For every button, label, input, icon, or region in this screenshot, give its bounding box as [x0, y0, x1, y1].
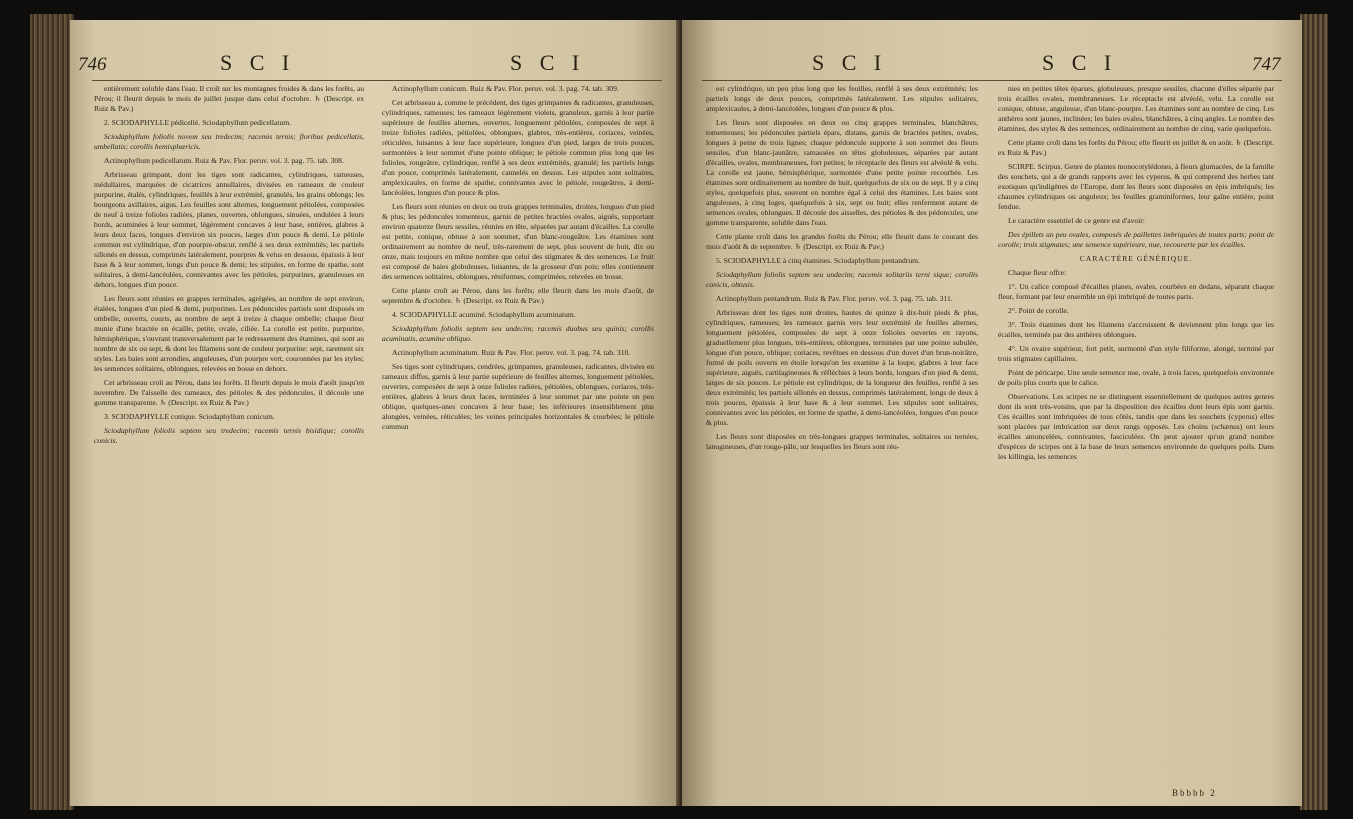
- signature-mark: Bbbbb 2: [1172, 788, 1217, 798]
- paragraph: Sciodaphyllum foliolis septem seu undecim; racemis solitariis terni sique; corollis conicis, obtusis.: [706, 270, 978, 289]
- paragraph: Les fleurs sont disposées en très-longues grappes terminales, solitaires ou ternées, lanugineuses, d'un rouge-pâle, sur lesquelles les fleurs sont réu-: [706, 432, 978, 451]
- running-header: S C I: [812, 50, 888, 75]
- paragraph: Sciodaphyllum foliolis novem seu tredecim; racemis ternis; floribus pedicellatis, umbellatis; corollis hemisphæricis.: [94, 132, 364, 151]
- paragraph: nies en petites têtes éparses, globuleuses, presque sessiles, chacune d'elles séparée par trois écailles ovales, membraneuses. Le réceptacle est alvéolé, velu. La corolle est conique, obtuse, anguleuse, d'un blanc-pourpre. Les étamines sont au nombre de cinq. Les anthères sont jaunes, inclinées; les baies ovales, blanchâtres, à cinq angles. Le nombre des étamines, des styles & des semences, ordinairement au nombre de cinq, varie quelquefois.: [998, 84, 1274, 133]
- paragraph: Arbrisseau grimpant, dont les tiges sont radicantes, cylindriques, rameuses, médullaires, marquées de cicatrices annullaires, divisées en rameaux de couleur purpurine, étalés, cylindriques, feuillés à leur extrémité, granulés, les grains oblongs; les bourgeons axillaires, aigus. Les feuilles sont alternes, longuement pétiolées, composées de neuf à treize folioles radiées, planes, ouvertes, oblongues, sinuées, ondulées à leurs bords, acuminées à leur sommet, légèrement concaves à leur base, entières, glabres à leurs deux faces, longues d'environ six pouces, larges d'un pouce & demi. Le pétiole commun est cylindrique, d'un pourpre-obscur, renflé à ses deux extrémités; les partiels sillonés en dessus, comprimés latéralement, pourpres & velus en dessous, épaissis à leur base & à leur sommet, longs d'un pouce & demi; les stipules, en forme de spathe, sont solitaires, à demi-lancéolées, connivantes avec les pétioles, purpurines, granuleuses en dehors, longues d'un pouce.: [94, 170, 364, 289]
- right-page: [682, 20, 1302, 806]
- paragraph: Arbrisseau dont les tiges sont droites, hautes de quinze à dix-huit pieds & plus, cylindriques, rameuses; les rameaux garnis vers leur extrémité de feuilles alternes, longuement pétiolées, composées de sept à onze folioles ouvertes en rayons, graduellement plus longues, très-entières, oblongues, terminées par une pointe subulée, longue d'un pouce, oblique; coriaces, revêtues en dessous d'un duvet d'un brun-noirâtre, formé de poils ouverts en étoile lorsqu'on les examine à la loupe, glabres à leur face supérieure, aiguës, cartilagineuses & réfléchies à leurs bords, longues d'un pied & demi, larges de six pouces. Le pétiole est cylindrique, de la longueur des feuilles, renflé à ses deux extrémités; les partiels sillonés en dessus, comprimés latéralement, longs de deux à trois pouces, épaissis à leur base & à leur sommet. Les stipules sont solitaires, connivantes avec les pétioles, en forme de spathe, à demi-lancéolées, longues d'un pouce & plus.: [706, 308, 978, 427]
- paragraph: CARACTÈRE GÉNÉRIQUE.: [1079, 254, 1193, 263]
- paragraph: Cette plante croît dans les grandes forêts du Pérou; elle fleurit dans le courant des mois d'août & de septembre. ♄ (Descript. ex Ruiz & Pav.): [706, 232, 978, 251]
- paragraph: Les fleurs sont réunies en grappes terminales, agrégées, au nombre de sept environ, étalées, longues d'un pied & demi, purpurines. Les pédoncules partiels sont disposés en ombelle, ouverts, courts, au nombre de sept à treize à chaque ombelle; chaque fleur munie d'une bractée en écaille, petite, ovale, ciliée. La corolle est petite, purpurine, hémisphérique, s'ouvrant transversalement par le redressement des étamines, qui sont au nombre de six ou sept, & dont les filamens sont de couleur purpurine: sept, rarement six styles. Les baies sont arrondies, anguleuses, d'un pourpre vert, couronnées par les styles; les semences solitaires, oblongues, relevées en bosse en dehors.: [94, 294, 364, 373]
- paragraph: Sciodaphyllum foliolis septem seu tredecim; racemis ternis bisidique; corollis conicis.: [94, 426, 364, 445]
- paragraph: Cet arbrisseau croît au Pérou, dans les forêts. Il fleurit depuis le mois d'août jusqu'en novembre. De l'aisselle des rameaux, des pétioles & des pédoncules, il découle une gomme transparente. ♄ (Descript. ex Ruiz & Pav.): [94, 378, 364, 407]
- running-header: S C I: [1042, 50, 1118, 75]
- page-number: 747: [1252, 54, 1281, 75]
- paragraph: Les fleurs sont réunies en deux ou trois grappes terminales, droites, longues d'un pied & plus; les pédoncules tomenteux, garnis de petites bractées ovales, aiguës, supportant environ quatorze fleurs sessiles, réunies en tête, séparées par autant d'écailles. La corolle est petite, conique, obtuse à son sommet, d'un blanc-rougeâtre. Les étamines sont ordinairement au nombre de neuf, très-rarement de sept, plus souvent de huit, dix ou onze, mais toujours en même nombre que celui des stigmates & des semences. Le fruit est composé de baies globuleuses, luisantes, de la grosseur d'un pois; elles contiennent des semences solitaires, oblongues, réniformes, comprimées, relevées en bosse.: [382, 202, 654, 281]
- paragraph: Le caractère essentiel de ce genre est d'avoir:: [1008, 216, 1145, 225]
- running-header: S C I: [220, 50, 296, 75]
- paragraph: Sciodaphyllum foliolis septem seu undecim; racemis duobus seu quinis; corollis acuminatis, acumine obliquo.: [382, 324, 654, 343]
- paragraph: 1°. Un calice composé d'écailles planes, ovales, courbées en dedans, séparant chaque fleur, formant par leur ensemble un épi imbriqué de toutes parts.: [998, 282, 1274, 301]
- paragraph: 2. SCIODAPHYLLE pédicellé. Sciodaphyllum pedicellatum.: [104, 118, 292, 127]
- paragraph: Les fleurs sont disposées en deux ou cinq grappes terminales, blanchâtres, tomenteuses; les pédoncules partiels épars, distans, garnis de bractées petites, ovales, longues à peine de trois lignes; chaque pédoncule supporte à son sommet des fleurs sessiles, d'un blanc-jaunâtre, ramassées en têtes globuleuses, séparées par autant d'écailles, ovales, membraneuses, fort petites; le réceptacle des fleurs est alvéolé & velu. La corolle est jaune, hémisphérique, surmontée d'une petite pointe recourbée. Les étamines sont ordinairement au nombre de huit, quelquefois de six ou de sept. Il y a cinq styles, quelquefois plus, souvent en nombre égal à celui des étamines. Les baies sont anguleuses, à cinq loges, quelquefois à six, sept ou huit; elles renferment autant de semences ovales, oblongues. Il découle des aisselles, des pétioles & des pédoncules, une gomme transparente, soluble dans l'eau.: [706, 118, 978, 227]
- running-header: S C I: [510, 50, 586, 75]
- paragraph: Ses tiges sont cylindriques, cendrées, grimpantes, granuleuses, radicantes, divisées en rameaux diffus, garnis à leur partie supérieure de feuilles alternes, longuement pétiolées, ouvertes, composées de sept à onze folioles radiées, pétiolées, oblongues, coriaces, très-entières, glabres à leurs deux faces, terminées à leur sommet par une pointe un peu oblique, quelques-unes concaves à leur base; les inférieures insensiblement plus alongées, veinées, réticulées; les veines principales horizontales & courbées; le pétiole commun: [382, 362, 654, 431]
- paragraph: est cylindrique, un peu plus long que les feuilles, renflé à ses deux extrémités; les partiels longs de deux pouces, comprimés latéralement. Les stipules solitaires, amplexicaules, à demi-lancéolées, longues d'un pouce & plus.: [706, 84, 978, 113]
- paragraph: 2°. Point de corolle.: [1008, 306, 1069, 315]
- paragraph: 4°. Un ovaire supérieur, fort petit, surmonté d'un style filiforme, alongé, terminé par trois stigmates capillaires.: [998, 344, 1274, 363]
- paragraph: Actinophyllum acuminatum. Ruiz & Pav. Flor. peruv. vol. 3. pag. 74. tab. 310.: [392, 348, 631, 357]
- text-column-3: [706, 84, 978, 804]
- paragraph: Actinophyllum pentandrum. Ruiz & Pav. Flor. peruv. vol. 3. pag. 75. tab. 311.: [716, 294, 953, 303]
- header-rule: [702, 80, 1282, 81]
- text-column-1: [94, 84, 364, 804]
- paragraph: Actinophyllum pedicellatum. Ruiz & Pav. Flor. peruv. vol. 3. pag. 75. tab. 308.: [104, 156, 344, 165]
- text-column-2: [382, 84, 654, 804]
- paragraph: Point de péricarpe. Une seule semence nue, ovale, à trois faces, quelquefois environnée de poils plus courts que le calice.: [998, 368, 1274, 387]
- left-page: [70, 20, 680, 806]
- text-column-4: [998, 84, 1274, 784]
- paragraph: 5. SCIODAPHYLLE à cinq étamines. Sciodaphyllum pentandrum.: [716, 256, 920, 265]
- paragraph: Actinophyllum conicum. Ruiz & Pav. Flor. peruv. vol. 3. pag. 74. tab. 309.: [392, 84, 619, 93]
- paragraph: Des épillets un peu ovales, composés de paillettes imbriquées de toutes parts; point de corolle; trois stigmates; une semence supérieure, nue, recouverte par les écailles.: [998, 230, 1274, 249]
- header-rule: [92, 80, 662, 81]
- paragraph: Chaque fleur offre:: [1008, 268, 1067, 277]
- page-edges-right: [1300, 14, 1328, 810]
- paragraph: 3°. Trois étamines dont les filamens s'accroissent & deviennent plus longs que les écailles, terminés par des anthères oblongues.: [998, 320, 1274, 339]
- paragraph: Cette plante croît dans les forêts du Pérou; elle fleurit en juillet & en août. ♄ (Descript. ex Ruiz & Pav.): [998, 138, 1274, 157]
- page-number: 746: [78, 54, 107, 75]
- paragraph: entièrement soluble dans l'eau. Il croît sur les montagnes froides & dans les forêts, au Pérou; il fleurit depuis le mois de juillet jusque dans celui d'octobre. ♄ (Descript. ex Ruiz & Pav.): [94, 84, 364, 113]
- paragraph: Observations. Les scirpes ne se distinguent essentiellement de quelques autres genres dont ils sont très-voisins, que par la disposition des écailles dont leurs épis sont garnis. Ces écailles sont imbriquées de tous côtés, tandis que dans les souchets (cyperus) elles sont placées par imbrication sur deux rangs opposés. Les choins (schænus) ont leurs écailles amoncelées, connivantes, fasciculées. On peut ajouter qu'un grand nombre d'espèces de scirpes ont à la base de leurs semences environnée de quelques poils. Dans les killingia, les semences: [998, 392, 1274, 461]
- paragraph: 4. SCIODAPHYLLE acuminé. Sciodaphyllum acuminatum.: [392, 310, 576, 319]
- page-edges-left: [30, 14, 74, 810]
- paragraph: 3. SCIODAPHYLLE conique. Sciodaphyllum conicum.: [104, 412, 275, 421]
- paragraph: Cette plante croît au Pérou, dans les forêts; elle fleurit dans les mois d'août, de septembre & d'octobre. ♄ (Descript. ex Ruiz & Pav.): [382, 286, 654, 305]
- paragraph: SCIRPE. Scirpus. Genre de plantes monocotylédones, à fleurs glumacées, de la famille des souchets, qui a de grands rapports avec les cyperus, & qui comprend des herbes tant exotiques qu'indigènes de l'Europe, dont les fleurs sont disposées en épis imbriqués; les chaumes cylindriques ou anguleux; les feuilles graminiformes, leur gaîne entière, point fendue.: [998, 162, 1274, 211]
- paragraph: Cet arbrisseau a, comme le précédent, des tiges grimpantes & radicantes, granuleuses, cylindriques, rameuses; les rameaux légèrement violets, granuleux, garnis à leur partie supérieure de feuilles alternes, ouvertes, longuement pétiolées, composées de sept à treize folioles radiées, pétiolées, oblongues, glabres, très-entières, coriaces, veinées, réticulées, luisantes à leur face supérieure, longues d'un pied, larges de trois pouces, surmontées à leur sommet d'une pointe oblique; le pétiole commun plus long que les folioles, rougeâtre, cylindrique, renflé à ses deux extrémités, granulé; les partiels longs d'un pouce, comprimés latéralement, cannelés en dessus. Les stipules sont solitaires, amplexicaules, en forme de spathe, connivantes avec le pétiole, rougeâtres, à demi-lancéolées, longues d'un pouce & plus.: [382, 98, 654, 197]
